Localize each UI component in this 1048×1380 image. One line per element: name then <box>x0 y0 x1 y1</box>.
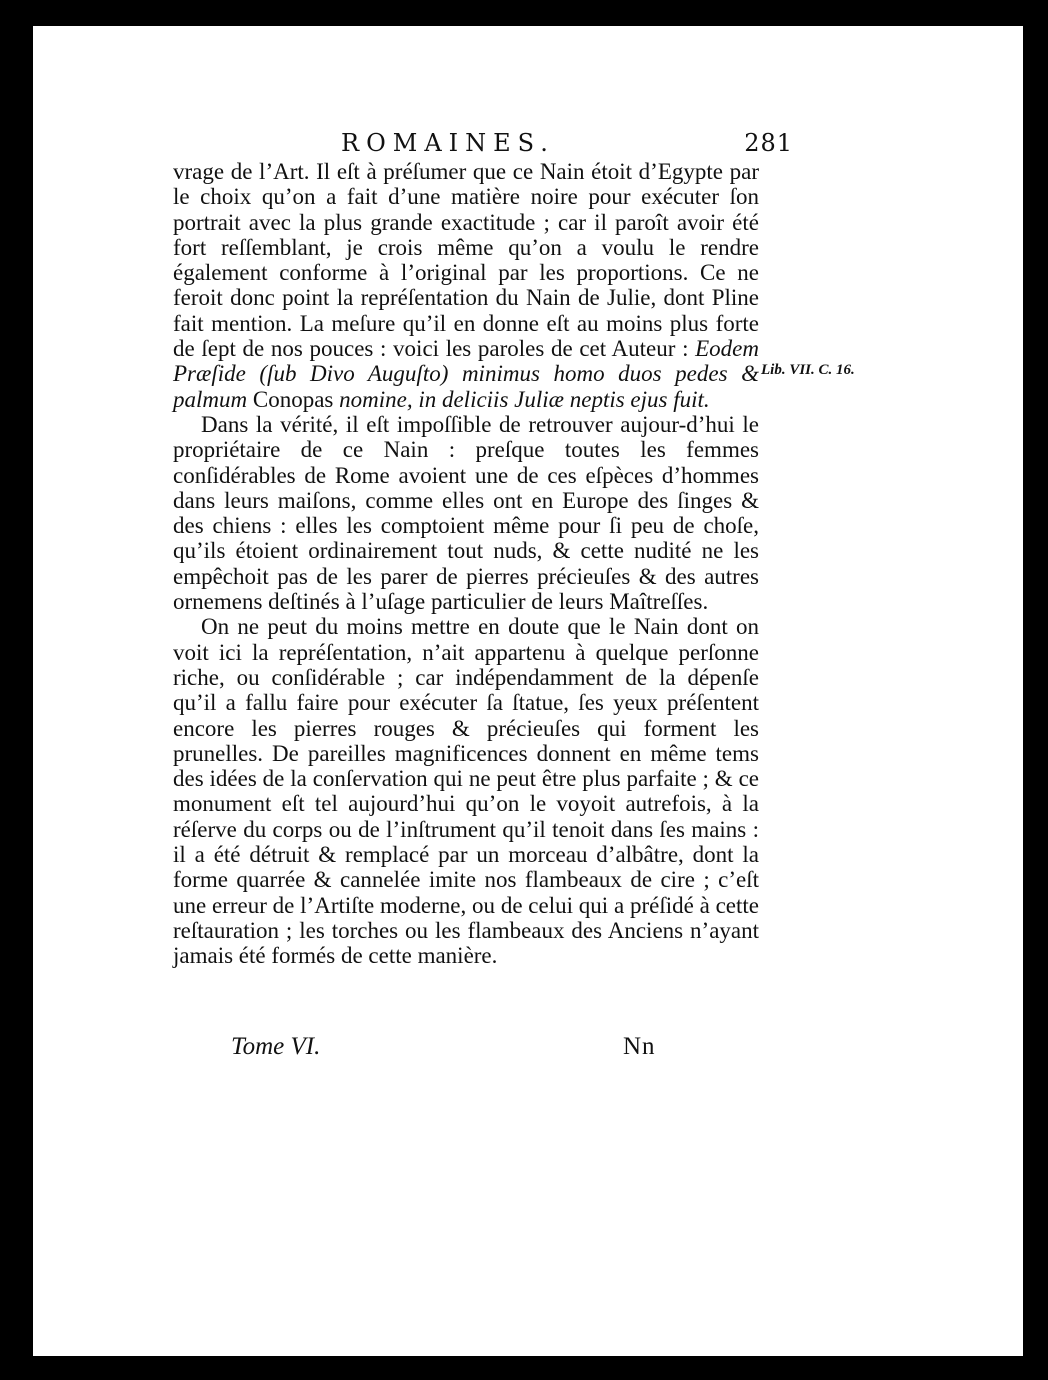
text-segment: On ne peut du moins mettre en doute que le Nain dont on voit ici la repréſentation, n’ait appartenu à quelque perſonne riche, ou conſidérable ; car indépendamment de la dépenſe qu’il a fallu faire pour exécuter ſa ſtatue, ſes yeux préſentent encore les pierres rouges & précieuſes qui forment les prunelles. De pareilles magnificences donnent en même tems des idées de la conſervation qui ne peut être plus parfaite ; & ce monument eſt tel aujourd’hui qu’on le voyoit autrefois, à la réſerve du corps ou de l’inſtrument qu’il tenoit dans ſes mains : il a été détruit & remplacé par un morceau d’albâtre, dont la forme quarrée & cannelée imite nos flambeaux de cire ; c’eſt une erreur de l’Artiſte moderne, ou de celui qui a préſidé à cette reſtauration ; les torches ou les flambeaux des Anciens n’ayant jamais été formés de cette manière. <box>173 614 759 969</box>
margin-note: Lib. VII. C. 16. <box>761 362 855 378</box>
body-text <box>173 159 759 969</box>
running-title: ROMAINES. <box>341 129 555 157</box>
latin-quotation: nomine, in deliciis Juliæ neptis ejus fuit. <box>339 386 710 412</box>
page-header <box>333 129 803 161</box>
paragraph <box>173 412 759 614</box>
paragraph <box>173 159 759 412</box>
paragraph <box>173 614 759 968</box>
page-footer <box>231 1033 691 1067</box>
latin-quotation: Eodem Præſide (ſub Divo Auguſto) minimus homo duos pedes & palmum <box>173 336 759 412</box>
text-segment: Conopas <box>252 386 340 412</box>
volume-label: Tome VI. <box>231 1033 321 1060</box>
signature-mark: Nn <box>623 1033 656 1060</box>
text-segment: Dans la vérité, il eſt impoſſible de retrouver aujour-d’hui le propriétaire de ce Nain : preſque toutes les femmes conſidérables de Rome avoient une de ces eſpèces d’hommes dans leurs maiſons, comme elles ont en Europe des ſinges & des chiens : elles les comptoient même pour ſi peu de choſe, qu’ils étoient ordinairement tout nuds, & cette nudité ne les empêchoit pas de les parer de pierres précieuſes & des autres ornemens deſtinés à l’uſage particulier de leurs Maîtreſſes. <box>173 411 759 615</box>
page-number: 281 <box>744 129 793 157</box>
text-segment: vrage de l’Art. Il eſt à préſumer que ce Nain étoit d’Egypte par le choix qu’on a fait d’une matière noire pour exécuter ſon portrait avec la plus grande exactitude ; car il paroît avoir été fort reſſemblant, je crois même qu’on a voulu le rendre également conforme à l’original par les proportions. Ce ne feroit donc point la repréſentation du Nain de Julie, dont Pline fait mention. La meſure qu’il en donne eſt au moins plus forte de ſept de nos pouces : voici les paroles de cet Auteur : <box>173 159 759 362</box>
book-page <box>33 26 1023 1356</box>
